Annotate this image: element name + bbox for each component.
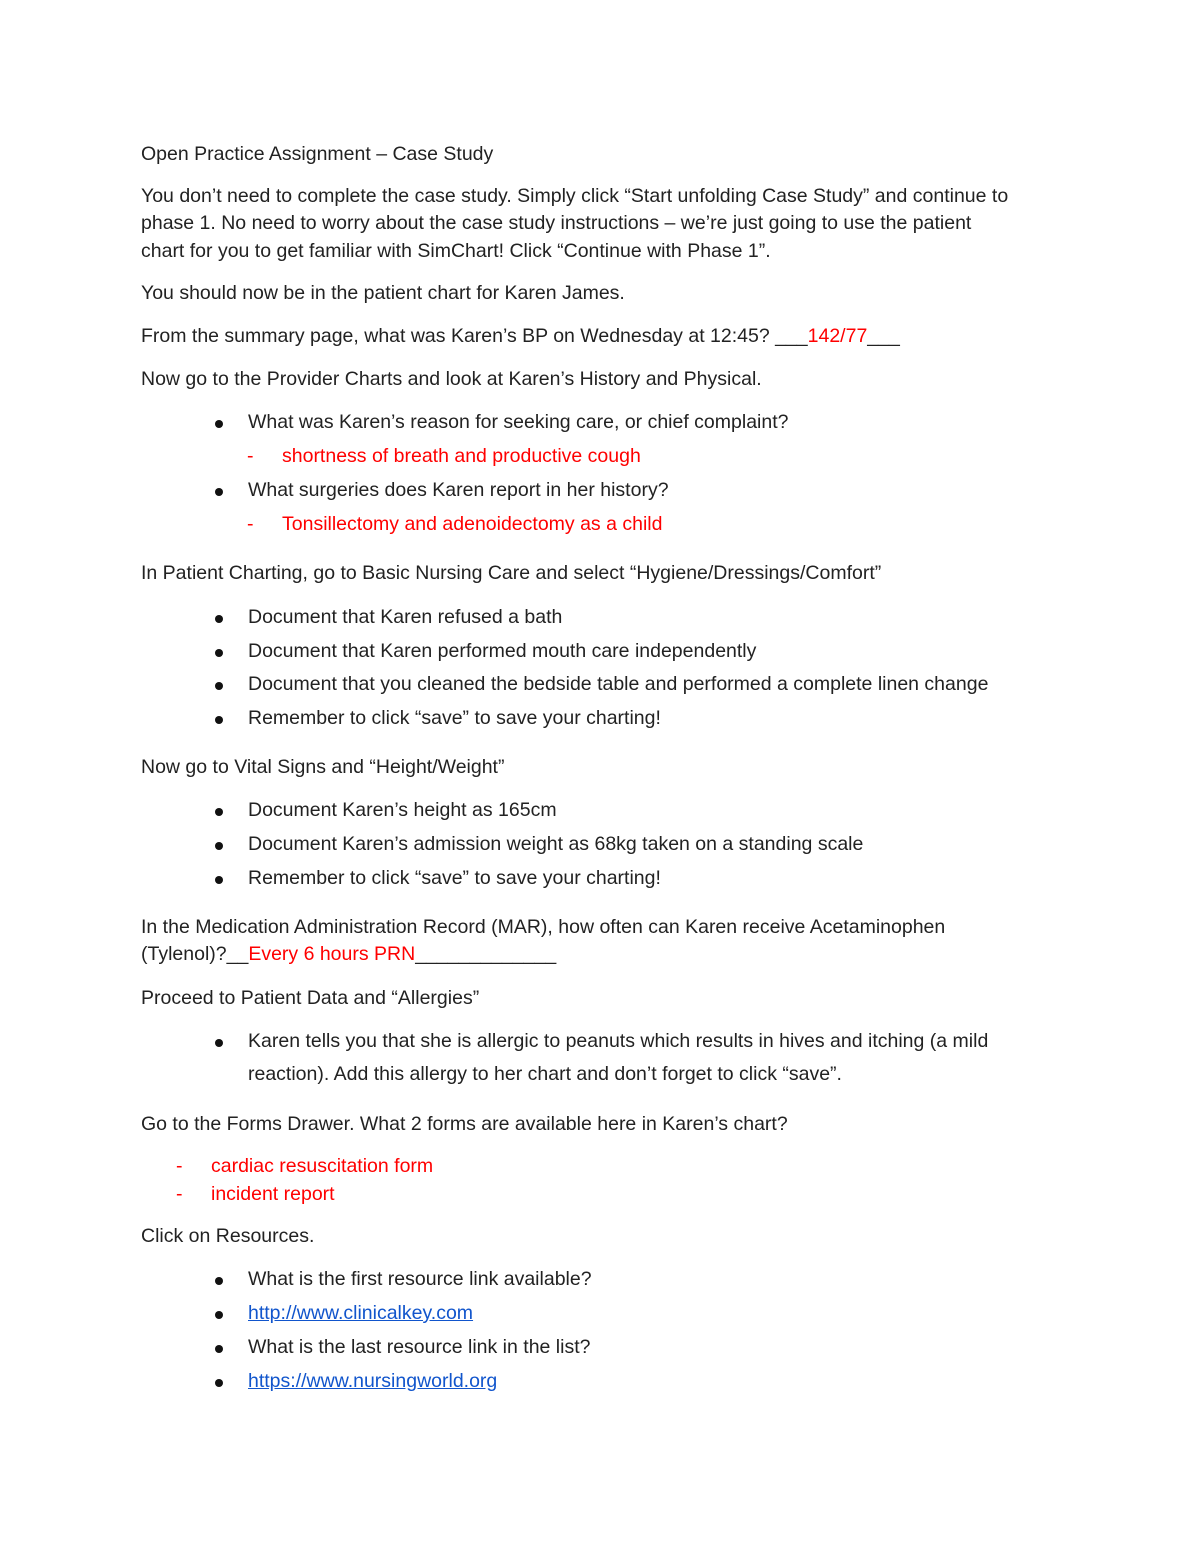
bp-question-text: From the summary page, what was Karen’s BP on Wednesday at 12:45? ___ (141, 325, 808, 347)
allergy-item-line-2: reaction). Add this allergy to her chart and don’t forget to click “save”. (248, 1063, 842, 1085)
allergies-heading: Proceed to Patient Data and “Allergies” (141, 987, 480, 1009)
bullet (215, 1379, 223, 1387)
bp-trail: ___ (867, 325, 900, 347)
answer-dash: - (176, 1155, 183, 1177)
bullet (215, 842, 223, 850)
hygiene-item: Document that Karen performed mouth care independently (248, 640, 757, 662)
bullet (215, 488, 223, 496)
hygiene-heading: In Patient Charting, go to Basic Nursing Care and select “Hygiene/Dressings/Comfort” (141, 562, 882, 584)
mar-answer: Every 6 hours PRN (248, 943, 416, 965)
bullet (215, 1039, 223, 1047)
hygiene-item: Document that Karen refused a bath (248, 606, 563, 628)
patient-chart-line: You should now be in the patient chart for Karen James. (141, 282, 625, 304)
bullet (215, 1277, 223, 1285)
answer-dash: - (247, 513, 254, 535)
vitals-item: Document Karen’s admission weight as 68kg taken on a standing scale (248, 833, 864, 855)
document-title: Open Practice Assignment – Case Study (141, 143, 494, 165)
intro-line-3: chart for you to get familiar with SimChart! Click “Continue with Phase 1”. (141, 240, 771, 262)
bullet (215, 716, 223, 724)
provider-heading: Now go to the Provider Charts and look at Karen’s History and Physical. (141, 368, 762, 390)
forms-heading: Go to the Forms Drawer. What 2 forms are available here in Karen’s chart? (141, 1113, 788, 1135)
bullet (215, 1311, 223, 1319)
mar-line-1: In the Medication Administration Record (MAR), how often can Karen receive Acetaminophen (141, 916, 946, 938)
bullet (215, 682, 223, 690)
mar-trail: _____________ (415, 943, 557, 965)
clinicalkey-link[interactable]: http://www.clinicalkey.com (248, 1302, 474, 1324)
provider-answer-2: Tonsillectomy and adenoidectomy as a child (282, 513, 663, 535)
bullet (215, 615, 223, 623)
form-item: incident report (211, 1183, 335, 1205)
form-item: cardiac resuscitation form (211, 1155, 434, 1177)
intro-line-1: You don’t need to complete the case study. Simply click “Start unfolding Case Study” and continue to (141, 185, 1009, 207)
intro-line-2: phase 1. No need to worry about the case study instructions – we’re just going to use the patient (141, 212, 972, 234)
provider-question-1: What was Karen’s reason for seeking care, or chief complaint? (248, 411, 789, 433)
mar-prefix: (Tylenol)?__ (141, 943, 249, 965)
bullet (215, 876, 223, 884)
vitals-heading: Now go to Vital Signs and “Height/Weight” (141, 756, 505, 778)
bullet (215, 1345, 223, 1353)
hygiene-item: Document that you cleaned the bedside table and performed a complete linen change (248, 673, 989, 695)
bp-answer: 142/77 (807, 325, 868, 347)
allergy-item-line-1: Karen tells you that she is allergic to peanuts which results in hives and itching (a mild (248, 1030, 989, 1052)
vitals-item: Remember to click “save” to save your charting! (248, 867, 661, 889)
bullet (215, 649, 223, 657)
bullet (215, 808, 223, 816)
nursingworld-link[interactable]: https://www.nursingworld.org (248, 1370, 498, 1392)
hygiene-item: Remember to click “save” to save your charting! (248, 707, 661, 729)
answer-dash: - (176, 1183, 183, 1205)
answer-dash: - (247, 445, 254, 467)
bp-question (141, 323, 900, 351)
provider-answer-1: shortness of breath and productive cough (282, 445, 641, 467)
bullet (215, 420, 223, 428)
vitals-item: Document Karen’s height as 165cm (248, 799, 557, 821)
resources-heading: Click on Resources. (141, 1225, 315, 1247)
resource-question-2: What is the last resource link in the list? (248, 1336, 591, 1358)
mar-line-2 (141, 941, 556, 969)
resource-question-1: What is the first resource link available? (248, 1268, 592, 1290)
provider-question-2: What surgeries does Karen report in her history? (248, 479, 669, 501)
